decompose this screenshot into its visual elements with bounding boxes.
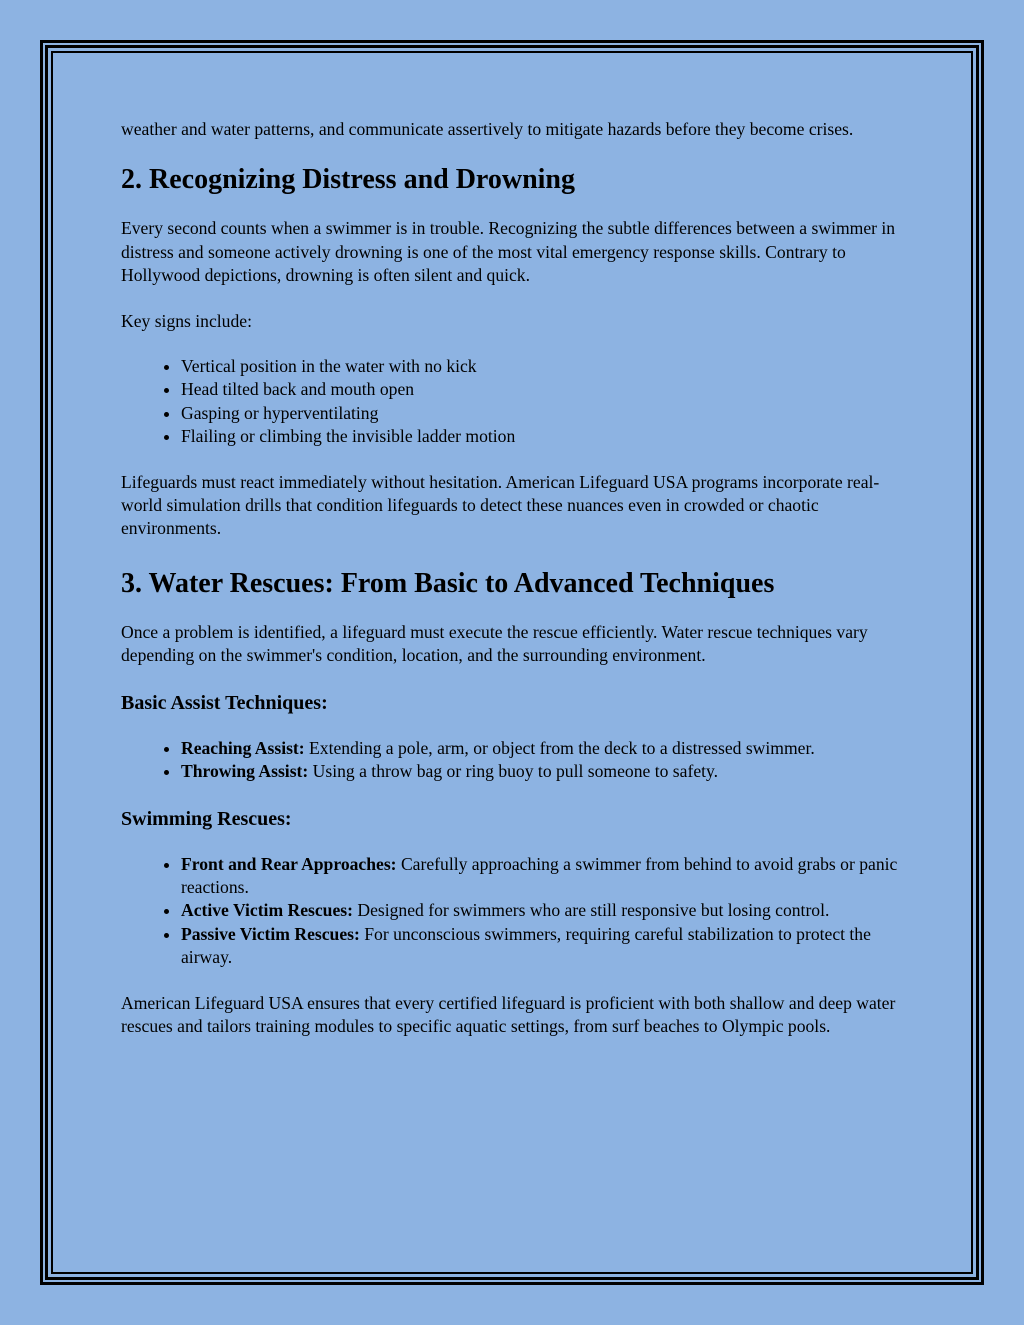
list-item [181,760,911,783]
swimming-rescues-heading: Swimming Rescues: [121,807,292,830]
list-item [181,853,911,900]
list-item-term: Passive Victim Rescues: [181,923,360,944]
document-body [121,118,911,1038]
list-item-desc: Designed for swimmers who are still responsive but losing control. [352,900,830,921]
section-3-paragraph-1: Once a problem is identified, a lifeguard must execute the rescue efficiently. Water rescue techniques vary depending on the swimmer's condition, location, and the surrounding environment. [121,621,868,666]
list-item: • Vertical position in the water with no kick [181,355,911,378]
list-item-term: Active Victim Rescues: [181,900,353,921]
section-2-paragraph-1: Every second counts when a swimmer is in trouble. Recognizing the subtle differences between a swimmer in distress and someone actively drowning is one of the most vital emergency response skills. Contrary to Hollywood depictions, drowning is often silent and quick. [121,218,896,286]
closing-paragraph: American Lifeguard USA ensures that every certified lifeguard is proficient with both shallow and deep water rescues and tailors training modules to specific aquatic settings, from surf beaches to Olympic pools. [121,992,896,1036]
section-2-heading: 2. Recognizing Distress and Drowning [121,164,576,196]
list-item-desc: For unconscious swimmers, requiring careful stabilization to protect the airway. [181,923,871,968]
list-item: • Head tilted back and mouth open [181,378,911,401]
key-signs-list [121,355,911,449]
list-item [181,923,911,970]
list-item: • Gasping or hyperventilating [181,402,911,425]
list-item [181,899,911,922]
swimming-rescues-list [121,853,911,970]
list-item-desc: Extending a pole, arm, or object from the deck to a distressed swimmer. [304,737,815,758]
list-item-term: Throwing Assist: [181,761,309,782]
section-3-heading: 3. Water Rescues: From Basic to Advanced Techniques [121,567,775,599]
list-item: • Flailing or climbing the invisible ladder motion [181,425,911,448]
list-item-term: Front and Rear Approaches: [181,853,397,874]
list-item [181,737,911,760]
basic-assist-list [121,737,911,784]
list-item-desc: Using a throw bag or ring buoy to pull someone to safety. [308,761,719,782]
key-signs-label: Key signs include: [121,310,252,331]
section-2-paragraph-3: Lifeguards must react immediately without hesitation. American Lifeguard USA programs incorporate real-world simulation drills that condition lifeguards to detect these nuances even in crowded or chaotic environments. [121,471,880,539]
list-item-term: Reaching Assist: [181,737,305,758]
intro-paragraph: weather and water patterns, and communicate assertively to mitigate hazards before they become crises. [121,119,854,139]
list-item-desc: Carefully approaching a swimmer from behind to avoid grabs or panic reactions. [181,853,898,897]
basic-assist-heading: Basic Assist Techniques: [121,691,328,714]
